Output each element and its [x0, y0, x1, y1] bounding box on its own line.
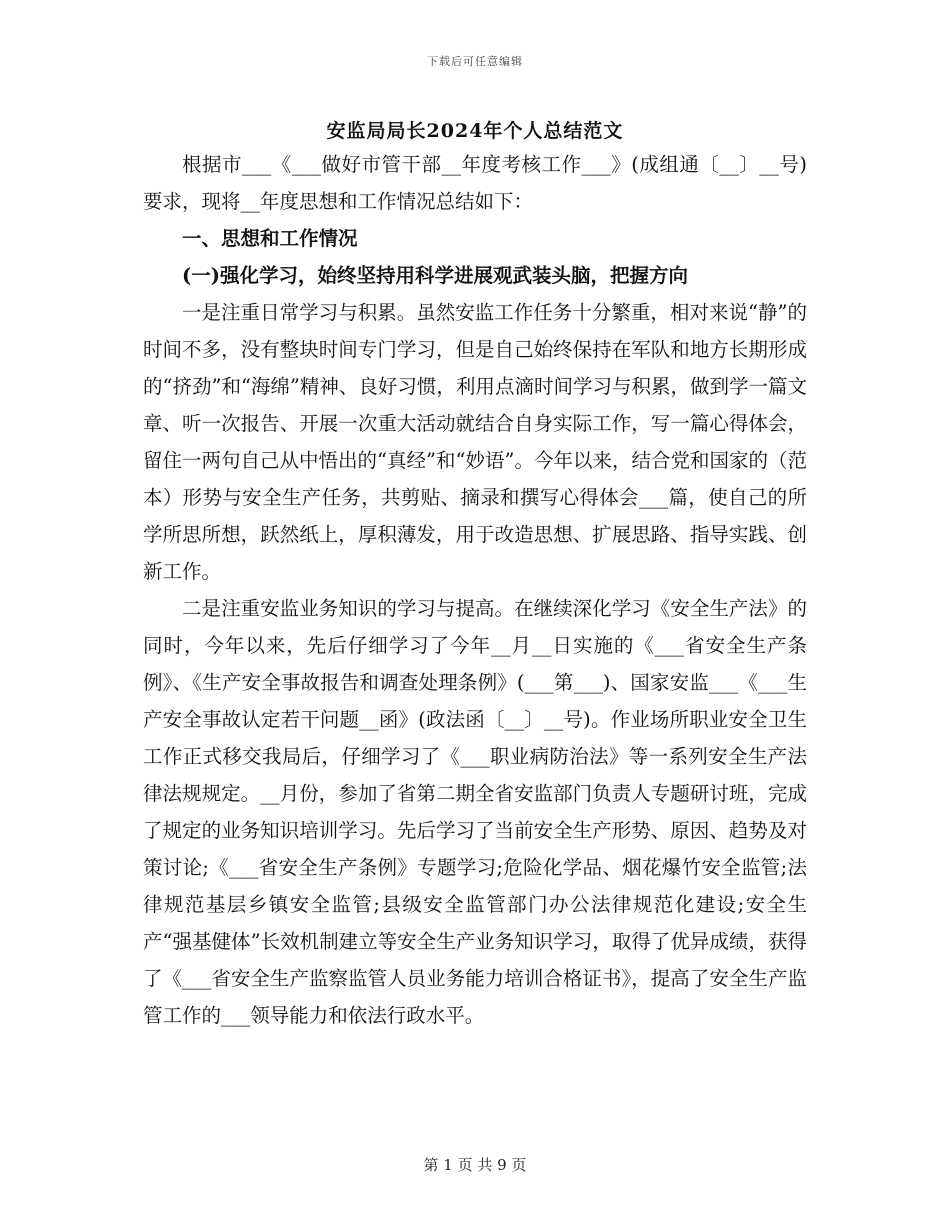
body-paragraph-daily-study: 一是注重日常学习与积累。虽然安监工作任务十分繁重，相对来说“静”的时间不多，没有整块时间专门学习，但是自己始终保持在军队和地方长期形成的“挤劲”和“海绵”精神、良好习惯，利用点滴时间学习与积累，做到学一篇文章、听一次报告、开展一次重大活动就结合自身实际工作，写一篇心得体会，留住一两句自己从中悟出的“真经”和“妙语”。今年以来，结合党和国家的（范本）形势与安全生产任务，共剪贴、摘录和撰写心得体会___篇，使自己的所学所思所想，跃然纸上，厚积薄发，用于改造思想、扩展思路、指导实践、创新工作。 [143, 301, 807, 583]
section-heading: 一、思想和工作情况 [182, 227, 358, 250]
page-number: 第 1 页 共 9 页 [423, 1156, 527, 1174]
body-paragraph-professional-study: 二是注重安监业务知识的学习与提高。在继续深化学习《安全生产法》的同时，今年以来，先后仔细学习了今年__月__日实施的《___省安全生产条例》、《生产安全事故报告和调查处理条例》(___第___)、国家安监___《___生产安全事故认定若干问题__函》(政法函〔__〕__号)。作业场所职业安全卫生工作正式移交我局后，仔细学习了《___职业病防治法》等一系列安全生产法律法规规定。__月份，参加了省第二期全省安监部门负责人专题研讨班，完成了规定的业务知识培训学习。先后学习了当前安全生产形势、原因、趋势及对策讨论;《___省安全生产条例》专题学习;危险化学品、烟花爆竹安全监管;法律规范基层乡镇安全监管;县级安全监管部门办公法律规范化建设;安全生产“强基健体”长效机制建立等安全生产业务知识学习，取得了优异成绩，获得了《___省安全生产监察监管人员业务能力培训合格证书》，提高了安全生产监管工作的___领导能力和依法行政水平。 [143, 597, 807, 1027]
document-title: 安监局局长2024年个人总结范文 [326, 120, 624, 142]
document-body [143, 146, 807, 1034]
intro-paragraph: 根据市___《___做好市管干部__年度考核工作___》(成组通〔__〕__号)要求，现将__年度思想和工作情况总结如下： [143, 153, 807, 213]
subsection-heading: (一)强化学习，始终坚持用科学进展观武装头脑，把握方向 [182, 264, 688, 287]
header-note: 下载后可任意编辑 [427, 55, 523, 68]
